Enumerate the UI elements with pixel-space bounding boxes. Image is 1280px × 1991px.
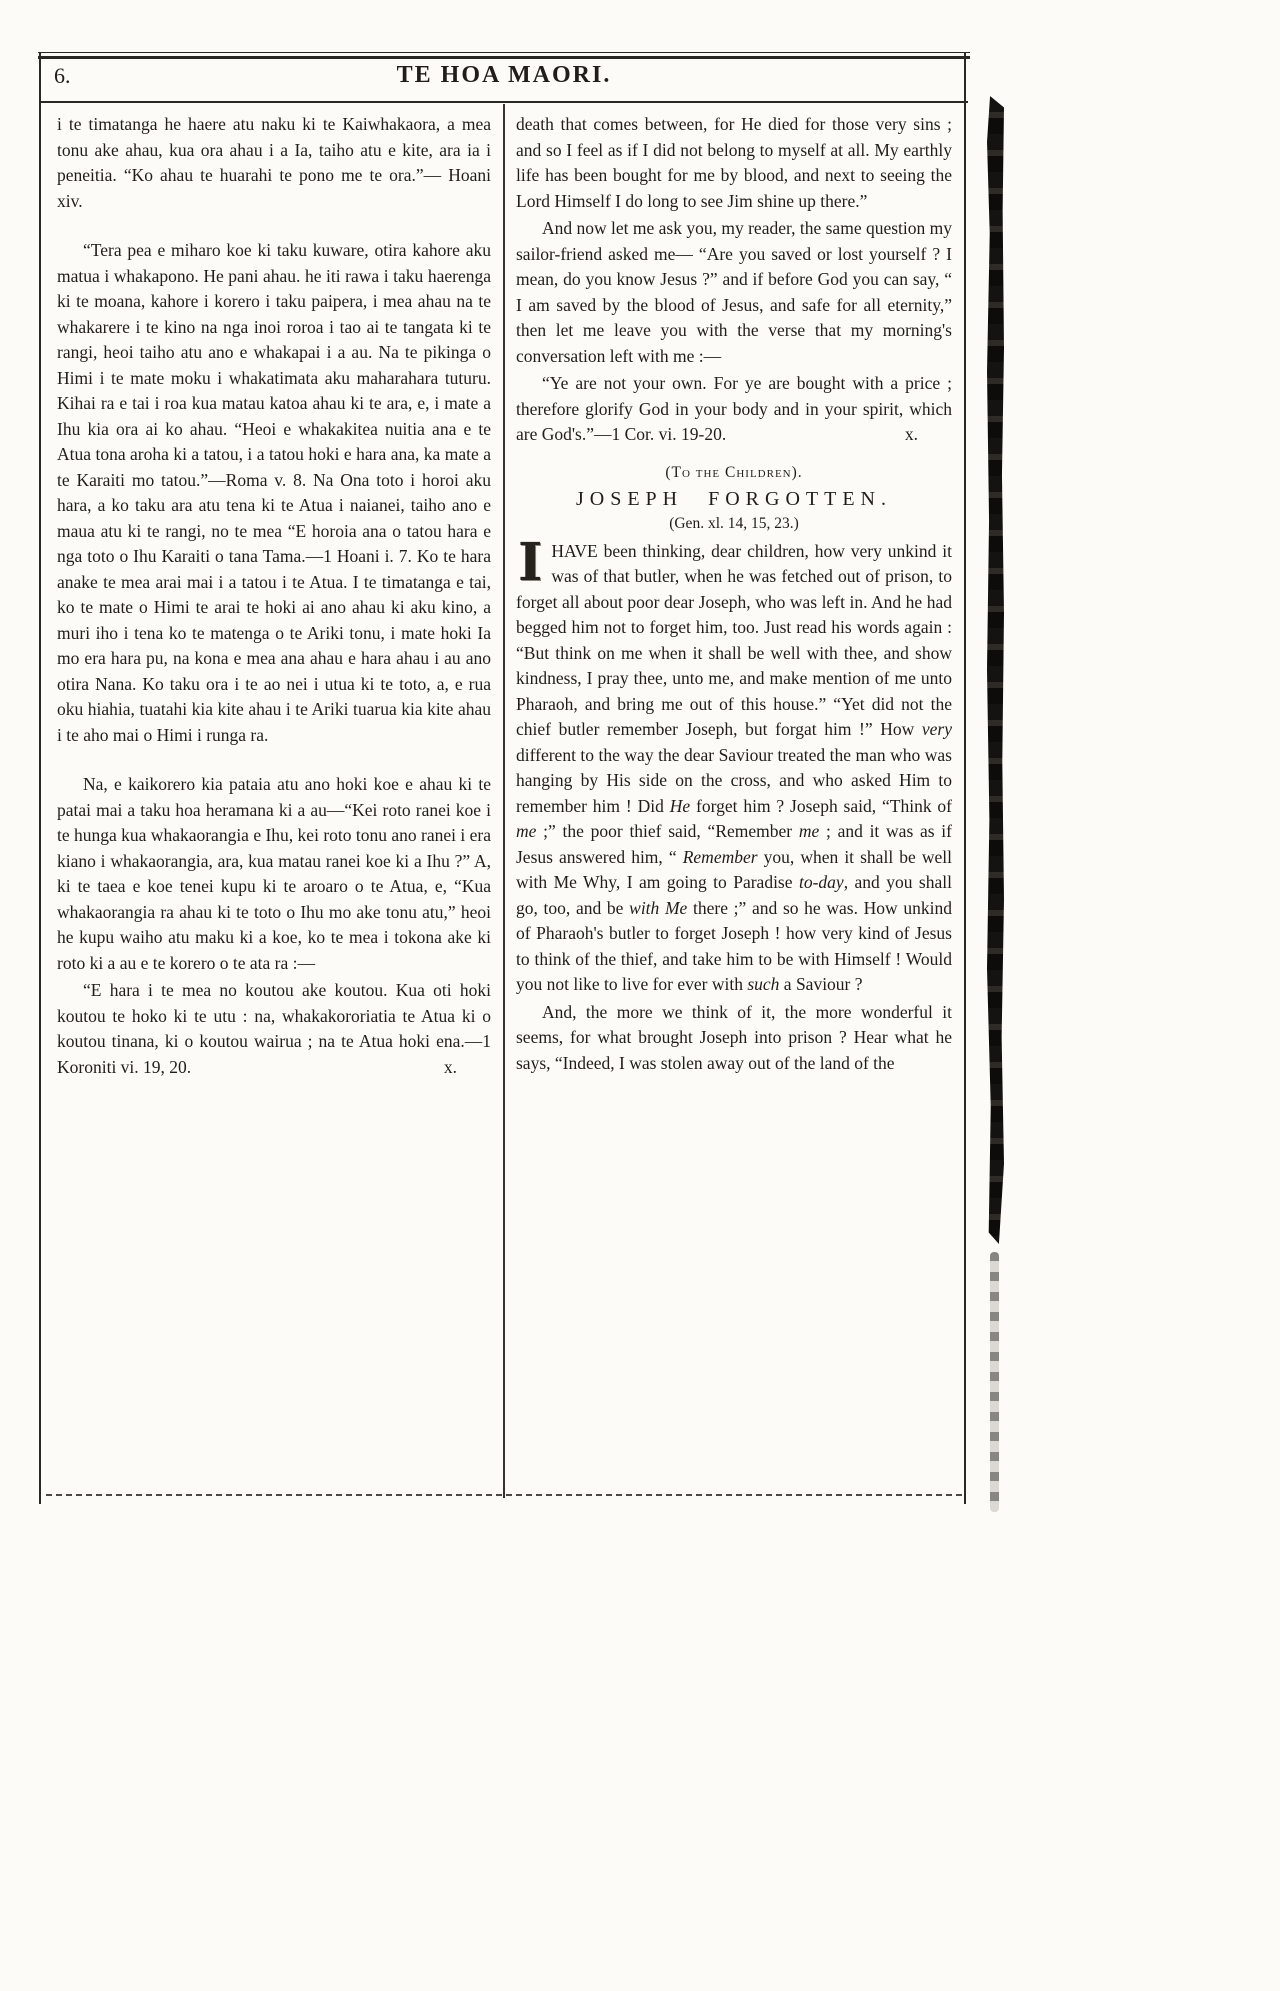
signature: x. [904, 424, 918, 444]
paragraph-text: “Ye are not your own. For ye are bought with a price ; therefore glorify God in your body and in your spirit, which are God's.”—1 Cor. vi. 19-20. [516, 373, 952, 444]
section-subtitle: (Gen. xl. 14, 15, 23.) [669, 514, 799, 532]
paragraph [516, 531, 952, 998]
right-column [516, 112, 952, 1494]
column-divider-rule [503, 104, 505, 1498]
paragraph: death that comes between, for He died for those very sins ; and so I feel as if I did not belong to myself at all. My earthly life has been bought for me by blood, and next to seeing the Lord Himself I do long to see Jim shine up there.” [516, 114, 952, 211]
signature: x. [443, 1056, 457, 1077]
paragraph: i te timatanga he haere atu naku ki te Kaiwhakaora, a mea tonu ake ahau, kua ora ahau i a Ia, taiho atu e kite, ara ia i peneitia. “Ko ahau te huarahi te pono me te ora.”— Hoani xiv. [57, 114, 491, 211]
page-title: TE HOA MAORI. [396, 62, 612, 88]
scan-gutter-shadow [987, 96, 1004, 1244]
drop-cap-initial: I [518, 531, 543, 593]
paragraph-text: “E hara i te mea no koutou ake koutou. Kua oti hoki koutou te hoko ki te utu : na, whakakororiatia te Atua ki o koutou tinana, ki o koutou wairua ; na te Atua hoki ena.—1 Koroniti vi. 19, 20. [57, 980, 491, 1077]
bottom-dashed-rule [46, 1494, 962, 1496]
paragraph: And now let me ask you, my reader, the same question my sailor-friend asked me— “Are you saved or lost yourself ? I mean, do you know Jesus ?” and if before God you can say, “ I am saved by the blood of Jesus, and safe for all eternity,” then let me leave you with the verse that my morning's conversation left with me :— [516, 218, 952, 366]
top-rule-thin [38, 52, 970, 53]
left-column [57, 112, 491, 1494]
paragraph: “Tera pea e miharo koe ki taku kuware, otira kahore aku matua i whakapono. He pani ahau. he iti rawa i taku haerenga ki te moana, kahore i korero i taku paipera, i mea ahau na te whakarere i te kino na nga inoi roroa i tao ai te tangata ki te rangi, heoi taiho atu ano e whakapai i a au. Na te pikinga o Himi i te mate moku i whakatimata aku maharahara tuturu. Kihai ra e tai i roa kua matau katoa ahau ki te ara, e, i mate a Ihu kia ora ai ko ahau. “Heoi e whakakitea nuitia ana e te Atua tona aroha ki a tatou, i a tatou hoki e hara ana, ka mate a te Karaiti mo tatou.”—Roma v. 8. Na Ona toto i horoi aku hara, a ko taku ara atu tena ki te Atua i naianei, taiho ano e maua atu ki te rangi, no te mea “E horoia ana o tatou hara e nga toto o Ihu Karaiti o tana Tama.—1 Hoani i. 7. Ko te hara anake te mea arai mai i a tatou i te Atua. I te timatanga e tai, ko te mate o Himi te arai te hoki ai ano ahau ki aku kino, a muri iho i tena ko te matenga o te Ariki tonu, i mate hoki Ia mo era hara pu, na kona e mea ana ahau e hara ahau i au ano otira Nana. Ko taku ora i te ao nei i utua ki te toto, a, e rua oku hiahia, tuatahi kia kite ahau i te Ariki tuarua kia kite ahau i te aho mai o Himi i runga ra. [57, 240, 491, 745]
top-rule-thick [38, 56, 970, 59]
paragraph: And, the more we think of it, the more wonderful it seems, for what brought Joseph into prison ? Hear what he says, “Indeed, I was stolen away out of the land of the [516, 1001, 952, 1073]
left-border-rule [39, 52, 41, 1504]
header-bottom-rule [40, 101, 968, 103]
paragraph: Na, e kaikorero kia pataia atu ano hoki koe e ahau ki te patai mai a taku hoa heramana ki a au—“Kei roto ranei koe i te hunga kua whakaorangia e Ihu, kei roto tonu ano ranei i era kiano i whakaorangia, ara, kua matau ranei koe ki a Ihu ?” A, ki te taea e koe tenei kupu ki te aroaro o te Atua, e, “Kua whakaorangia ra ahau ki te toto o Ihu mo ake tonu atu,” heoi he kupu waiho atu maku ki a koe, ko te mea i tokona ake ki roto ki a au e te korero o te ata ra :— [57, 774, 491, 973]
paragraph [57, 978, 491, 1080]
section-kicker: (To the Children). [665, 463, 803, 481]
page-number: 6. [54, 63, 71, 88]
scan-gutter-shadow-tail [990, 1252, 999, 1512]
paragraph-text: HAVE been thinking, dear children, how very unkind it was of that butler, when he was fetched out of prison, to forget all about poor dear Joseph, who was left in. And he had begged him not to forget him, too. Just read his words again : “But think on me when it shall be well with thee, and show kindness, I pray thee, unto me, and make mention of me unto Pharaoh, and bring me out of this house.” “Yet did not the chief butler remember Joseph, but forgat him !” How very different to the way the dear Saviour treated the man who was hanging by His side on the cross, and who asked Him to remember him ! Did He forget him ? Joseph said, “Think of me ;” the poor thief said, “Remember me ; and it was as if Jesus answered him, “ Remember you, when it shall be well with Me Why, I am going to Paradise to-day, and you shall go, too, and be with Me there ;” and so he was. How unkind of Pharaoh's butler to forget Joseph ! how very kind of Jesus to think of the thief, and take him to be with Himself ! Would you not like to live for ever with such a Saviour ? [516, 540, 952, 994]
section-title: JOSEPH FORGOTTEN. [575, 487, 893, 510]
paragraph [516, 371, 952, 448]
right-border-rule [964, 52, 966, 1504]
